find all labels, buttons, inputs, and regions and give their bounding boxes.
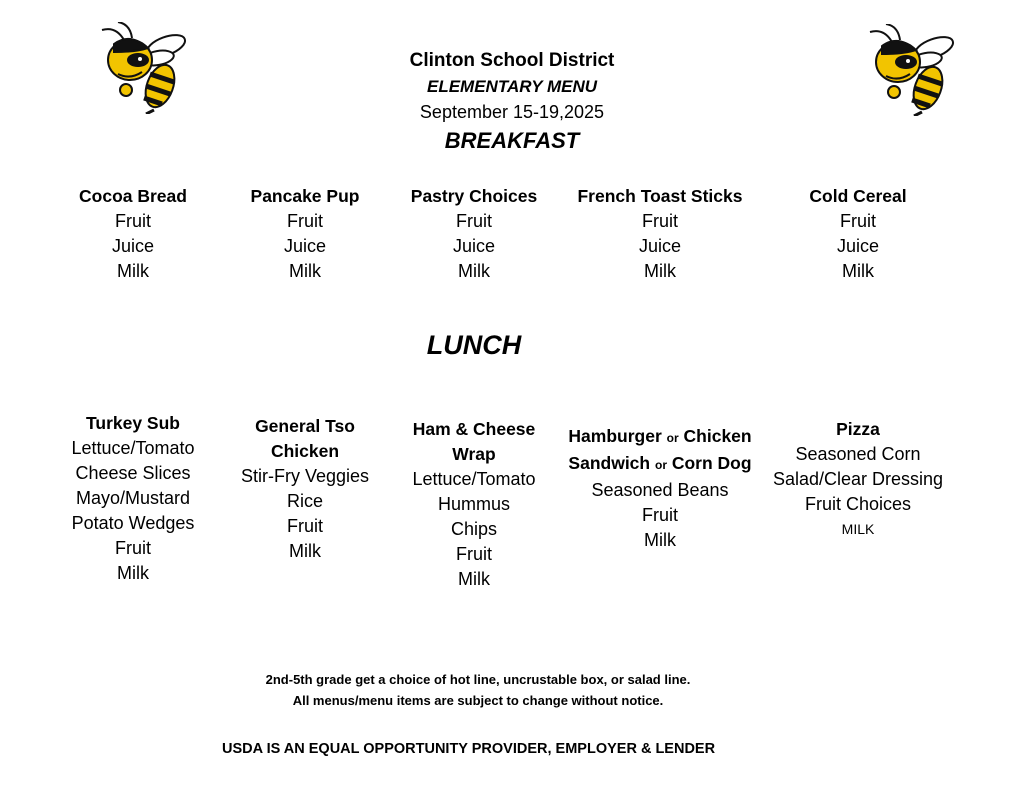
lunch-item: Seasoned Corn — [795, 444, 921, 464]
lunch-item: Milk — [289, 541, 321, 561]
lunch-item: Cheese Slices — [75, 463, 191, 483]
lunch-main-c: Sandwich — [568, 453, 651, 473]
lunch-item: Lettuce/Tomato — [71, 438, 195, 458]
lunch-item: Lettuce/Tomato — [412, 469, 536, 489]
lunch-item: Mayo/Mustard — [75, 488, 191, 508]
breakfast-item: Fruit — [840, 211, 876, 231]
district-title: Clinton School District — [409, 50, 615, 71]
lunch-main-line1 — [550, 424, 770, 451]
lunch-main-a: Hamburger — [568, 426, 662, 446]
lunch-main: Turkey Sub — [85, 413, 180, 433]
lunch-item: Fruit Choices — [804, 494, 912, 514]
lunch-item: Seasoned Beans — [591, 480, 729, 500]
lunch-main-d: Corn Dog — [671, 453, 752, 473]
lunch-item: Milk — [458, 569, 490, 589]
lunch-main-line2: Wrap — [452, 444, 496, 464]
note-line-1: 2nd-5th grade get a choice of hot line, uncrustable box, or salad line. — [265, 672, 691, 687]
lunch-or-2: or — [654, 458, 667, 472]
lunch-main: Pizza — [836, 419, 880, 439]
breakfast-item: Fruit — [115, 211, 151, 231]
breakfast-item: Juice — [111, 236, 155, 256]
lunch-item: Salad/Clear Dressing — [772, 469, 944, 489]
breakfast-item: Milk — [644, 261, 676, 281]
breakfast-item: Juice — [452, 236, 496, 256]
lunch-item: Milk — [644, 530, 676, 550]
breakfast-item: Milk — [289, 261, 321, 281]
usda-statement: USDA IS AN EQUAL OPPORTUNITY PROVIDER, EMPLOYER & LENDER — [222, 741, 716, 757]
lunch-main-line2 — [550, 451, 770, 478]
breakfast-heading: BREAKFAST — [444, 128, 580, 153]
breakfast-item: Juice — [283, 236, 327, 256]
breakfast-day-3 — [374, 184, 574, 284]
lunch-item: Fruit — [115, 538, 151, 558]
lunch-item: Fruit — [287, 516, 323, 536]
breakfast-main: French Toast Sticks — [577, 186, 743, 206]
lunch-or-1: or — [666, 431, 679, 445]
breakfast-main: Pastry Choices — [410, 186, 538, 206]
lunch-main-b: Chicken — [683, 426, 752, 446]
breakfast-item: Juice — [836, 236, 880, 256]
lunch-item: Chips — [450, 519, 498, 539]
breakfast-item: Milk — [842, 261, 874, 281]
lunch-item: Fruit — [642, 505, 678, 525]
breakfast-main: Pancake Pup — [250, 186, 360, 206]
lunch-day-1 — [33, 411, 233, 586]
menu-subtitle: ELEMENTARY MENU — [426, 77, 598, 96]
lunch-item: Stir-Fry Veggies — [240, 466, 370, 486]
breakfast-item: Milk — [458, 261, 490, 281]
lunch-day-3 — [374, 417, 574, 592]
lunch-item: Potato Wedges — [71, 513, 195, 533]
lunch-item: Rice — [286, 491, 323, 511]
breakfast-item: Milk — [117, 261, 149, 281]
lunch-day-5 — [758, 417, 958, 542]
lunch-item: Fruit — [456, 544, 492, 564]
lunch-main-line2: Chicken — [270, 441, 340, 461]
breakfast-item: Fruit — [642, 211, 678, 231]
lunch-item: MILK — [841, 521, 875, 537]
menu-notes — [0, 669, 956, 711]
breakfast-day-4 — [550, 184, 770, 284]
lunch-heading: LUNCH — [426, 330, 522, 360]
breakfast-item: Fruit — [287, 211, 323, 231]
lunch-main-line1: General Tso — [255, 416, 355, 436]
breakfast-item: Fruit — [456, 211, 492, 231]
menu-dates: September 15-19,2025 — [419, 102, 605, 122]
lunch-day-4 — [550, 424, 770, 553]
lunch-item: Milk — [117, 563, 149, 583]
breakfast-day-1 — [33, 184, 233, 284]
breakfast-main: Cocoa Bread — [79, 186, 187, 206]
lunch-main-line1: Ham & Cheese — [412, 419, 536, 439]
breakfast-main: Cold Cereal — [809, 186, 907, 206]
breakfast-day-5 — [758, 184, 958, 284]
note-line-2: All menus/menu items are subject to change without notice. — [292, 693, 664, 708]
lunch-item: Hummus — [437, 494, 510, 514]
breakfast-item: Juice — [638, 236, 682, 256]
